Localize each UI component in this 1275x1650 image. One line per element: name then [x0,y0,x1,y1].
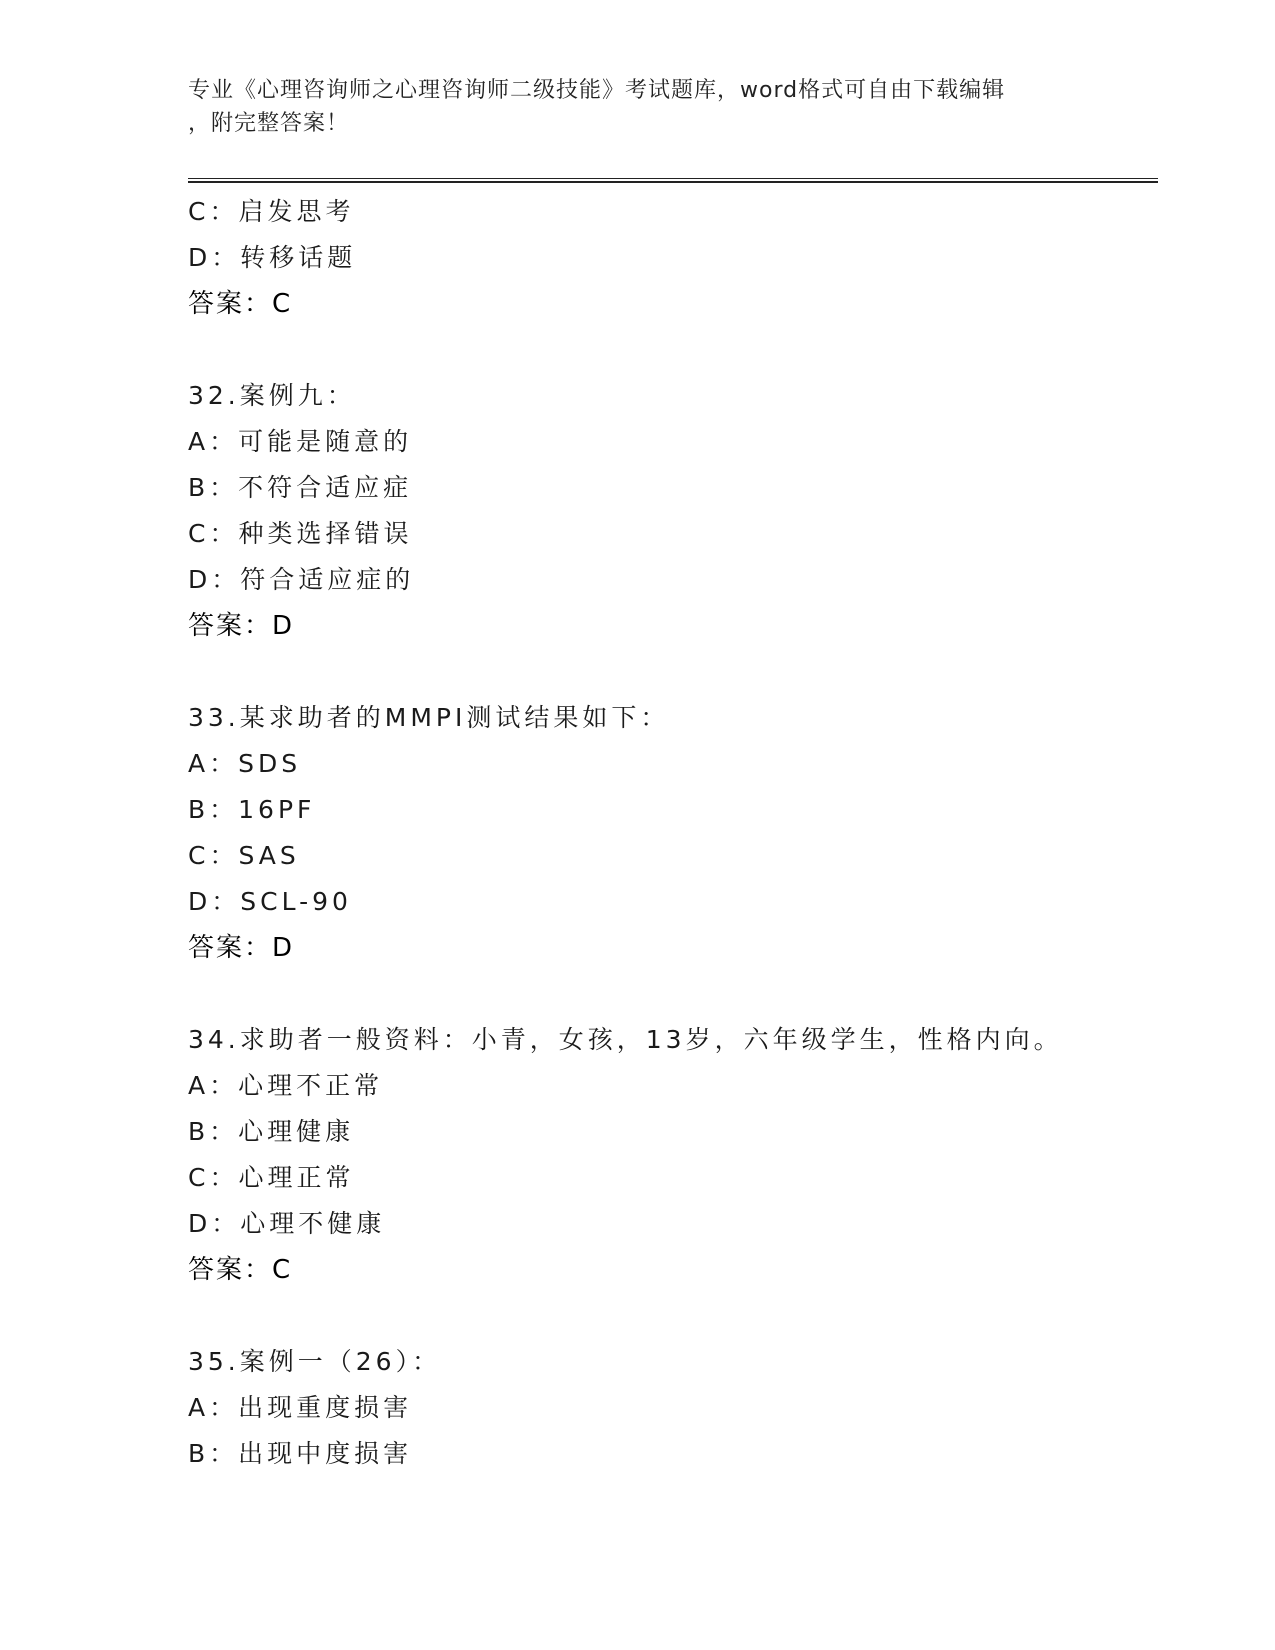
option-a: A：心理不正常 [188,1071,384,1100]
question-block-35 [188,1339,1188,1477]
option-d: D：SCL-90 [188,887,352,916]
option-c: C：SAS [188,841,300,870]
question-block-32 [188,373,1188,649]
question-stem: 32.案例九： [188,381,356,410]
option-b: B：不符合适应症 [188,473,413,502]
option-a: A：SDS [188,749,302,778]
option-a: A：出现重度损害 [188,1393,413,1422]
answer-line: 答案：D [188,933,295,963]
spacer [188,971,1188,1017]
document-header [188,74,1088,140]
option-b: B：出现中度损害 [188,1439,413,1468]
answer-line: 答案：D [188,611,295,641]
option-d: D：符合适应症的 [188,565,415,594]
answer-line: 答案：C [188,1255,293,1285]
option-c: C：心理正常 [188,1163,355,1192]
spacer [188,649,1188,695]
option-d: D：心理不健康 [188,1209,386,1238]
header-line-1: 专业《心理咨询师之心理咨询师二级技能》考试题库，word格式可自由下载编辑 [188,78,1006,103]
spacer [188,1293,1188,1339]
question-block-31 [188,189,1188,327]
option-c: C：种类选择错误 [188,519,413,548]
question-stem: 34.求助者一般资料：小青，女孩，13岁，六年级学生，性格内向。 [188,1025,1063,1054]
question-stem: 35.案例一（26）： [188,1347,442,1376]
question-stem: 33.某求助者的MMPI测试结果如下： [188,703,670,732]
option-d: D：转移话题 [188,243,357,272]
option-c: C：启发思考 [188,197,355,226]
question-block-33 [188,695,1188,971]
option-b: B：心理健康 [188,1117,355,1146]
header-divider [188,178,1158,183]
header-line-2: ，附完整答案！ [188,111,350,136]
answer-line: 答案：C [188,289,293,319]
spacer [188,327,1188,373]
question-list [188,189,1188,1477]
option-a: A：可能是随意的 [188,427,413,456]
option-b: B：16PF [188,795,316,824]
question-block-34 [188,1017,1188,1293]
